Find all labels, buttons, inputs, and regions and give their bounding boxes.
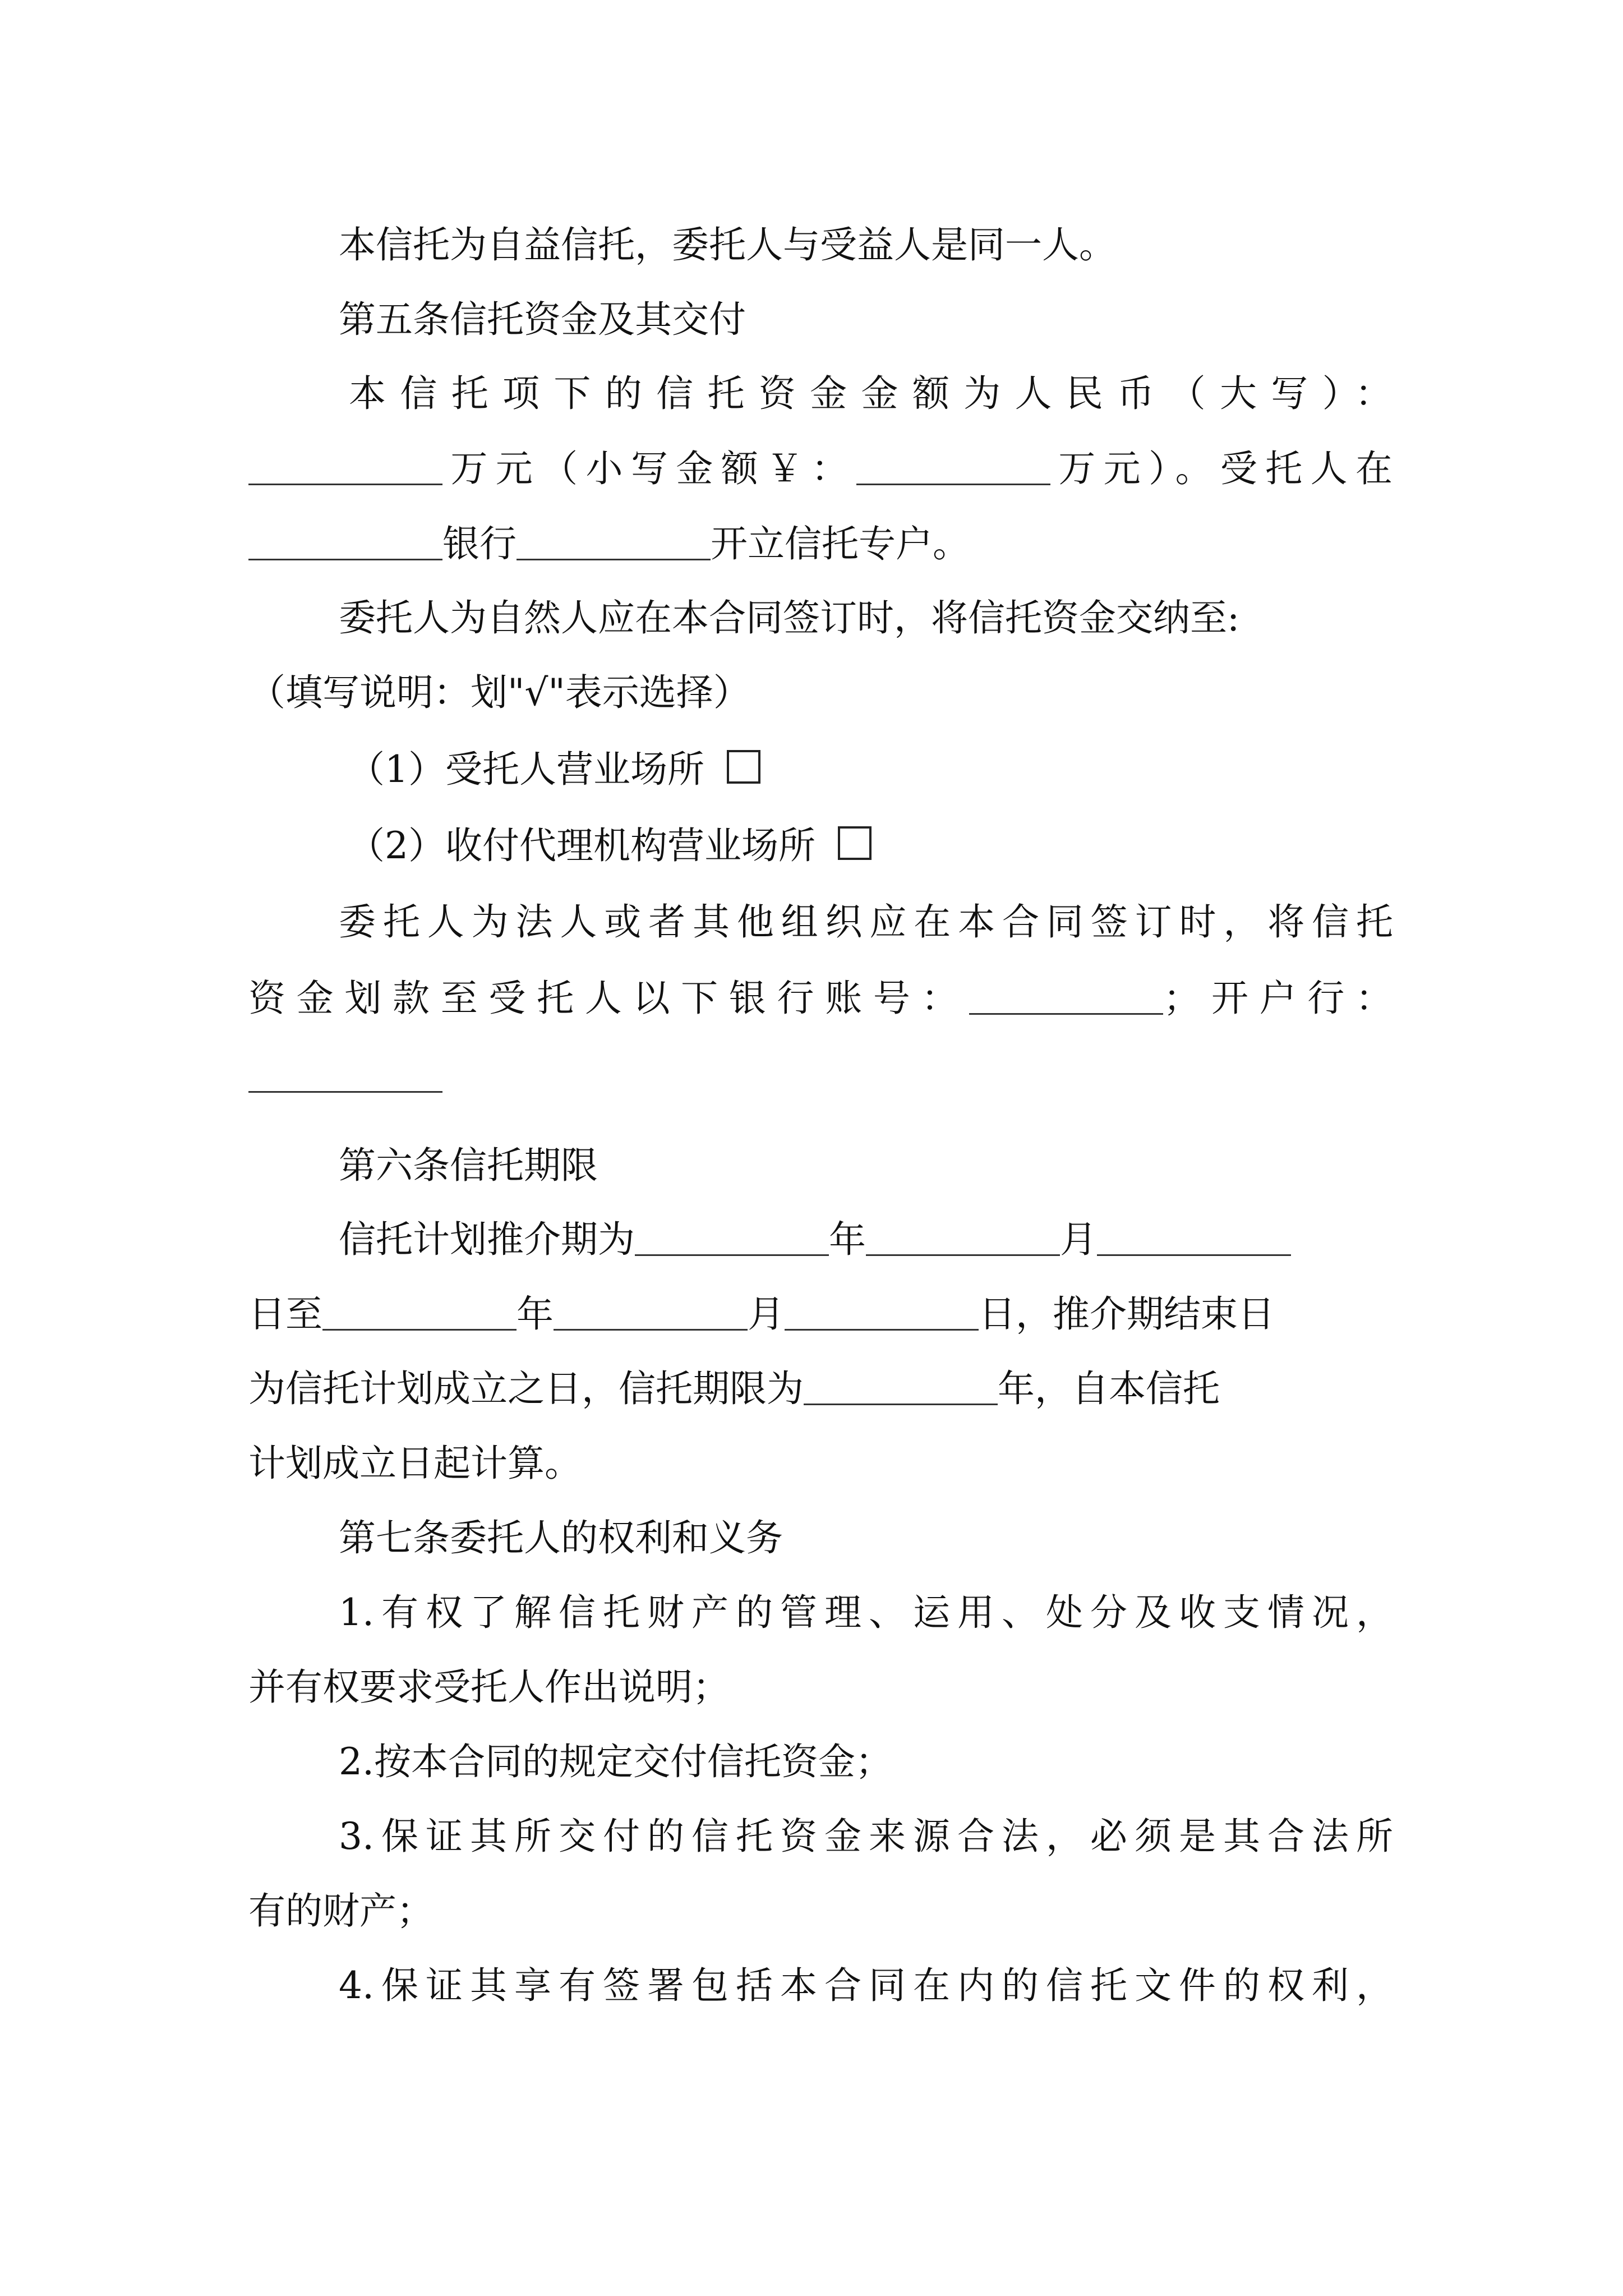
blank-bank-name[interactable] bbox=[248, 525, 442, 560]
list-item-1-line-2: 并有权要求受托人作出说明； bbox=[248, 1665, 730, 1709]
heading-article-7: 第七条委托人的权利和义务 bbox=[339, 1516, 783, 1559]
list-item-3-line-1: 3.保证其所交付的信托资金来源合法，必须是其合法所 bbox=[339, 1815, 1393, 1858]
option-trustee-premises: （1）受托人营业场所 bbox=[348, 736, 1391, 803]
paragraph-trust-term: 为信托计划成立之日，信托期限为 年，自本信托 bbox=[248, 1367, 1220, 1410]
paragraph-promotion-end: 日至 年 月 日，推介期结束日 bbox=[248, 1292, 1275, 1336]
blank-end-year[interactable] bbox=[322, 1295, 517, 1330]
option-agent-premises: （2）收付代理机构营业场所 bbox=[348, 812, 1391, 880]
paragraph-bank-line: 银行 开立信托专户。 bbox=[248, 510, 1393, 578]
paragraph-natural-person: 委托人为自然人应在本合同签订时，将信托资金交纳至: bbox=[339, 596, 1240, 639]
blank-amount-capital[interactable] bbox=[248, 450, 442, 485]
checkbox-agent-premises[interactable] bbox=[838, 826, 872, 860]
blank-bank-account[interactable] bbox=[969, 979, 1163, 1014]
blank-opening-bank[interactable] bbox=[248, 1091, 442, 1093]
list-item-2: 2.按本合同的规定交付信托资金； bbox=[339, 1740, 892, 1783]
paragraph-amount-line: 万元（小写金额￥： 万元）。受托人在 bbox=[248, 435, 1393, 503]
paragraph-bank-account: 资金划款至受托人以下银行账号： ；开户行： bbox=[248, 977, 1393, 1020]
blank-start-month[interactable] bbox=[866, 1221, 1060, 1255]
heading-article-5: 第五条信托资金及其交付 bbox=[339, 298, 746, 341]
blank-amount-digits[interactable] bbox=[856, 450, 1050, 485]
paragraph-legal-person: 委托人为法人或者其他组织应在本合同签订时，将信托 bbox=[339, 900, 1393, 944]
blank-bank-branch[interactable] bbox=[517, 525, 711, 560]
blank-end-day[interactable] bbox=[785, 1295, 979, 1330]
blank-trust-term-years[interactable] bbox=[804, 1370, 998, 1405]
list-item-4: 4.保证其享有签署包括本合同在内的信托文件的权利， bbox=[339, 1964, 1393, 2007]
paragraph-fund-amount: 本信托项下的信托资金金额为人民币（大写）： bbox=[349, 372, 1392, 415]
list-item-1-line-1: 1.有权了解信托财产的管理、运用、处分及收支情况， bbox=[339, 1591, 1393, 1634]
heading-article-6: 第六条信托期限 bbox=[339, 1144, 598, 1187]
blank-end-month[interactable] bbox=[554, 1295, 748, 1330]
blank-start-day[interactable] bbox=[1097, 1221, 1291, 1255]
paragraph-fill-note: （填写说明：划"√"表示选择） bbox=[248, 671, 750, 714]
list-item-3-line-2: 有的财产； bbox=[248, 1889, 434, 1932]
checkbox-trustee-premises[interactable] bbox=[727, 750, 760, 784]
paragraph-self-benefit: 本信托为自益信托，委托人与受益人是同一人。 bbox=[339, 223, 1116, 266]
blank-start-year[interactable] bbox=[635, 1221, 829, 1255]
paragraph-term-start: 计划成立日起计算。 bbox=[248, 1442, 582, 1485]
paragraph-promotion-period: 信托计划推介期为 年 月 bbox=[339, 1206, 1393, 1273]
